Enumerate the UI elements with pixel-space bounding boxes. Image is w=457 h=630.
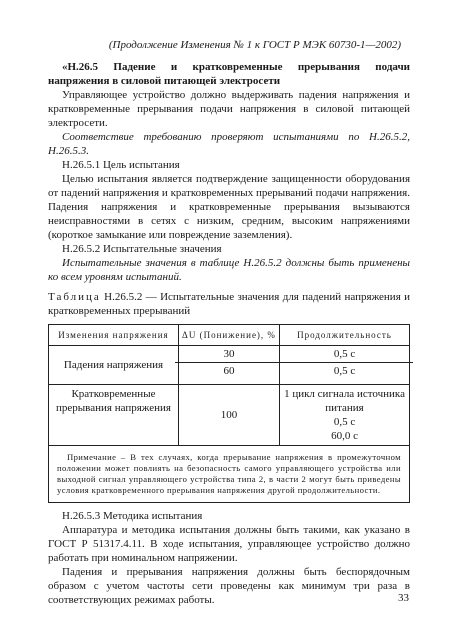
paragraph-2: Соответствие требованию проверяют испытаниями по Н.26.5.2, Н.26.5.3. — [48, 131, 410, 157]
table-note-row — [49, 446, 410, 503]
row2-du: 100 — [178, 385, 279, 446]
row1-du-1: 30 — [175, 346, 283, 363]
table-caption — [48, 290, 410, 318]
row2-label: Кратковременные прерывания напряжения — [49, 385, 179, 446]
page-header: (Продолжение Изменения № 1 к ГОСТ Р МЭК 60730-1—2002) — [108, 39, 401, 51]
table-caption-text: Н.26.5.2 — Испытательные значения для падений напряжения и кратковременных прерываний — [48, 291, 410, 317]
document-body — [48, 60, 410, 607]
paragraph-4: Целью испытания является подтверждение защищенности оборудования от падений напряжения и кратковременных прерываний подачи напряжения. Падения напряжения и кратковременные прерывания вызываются неисправностями в сетях с низким, средним, высоким напряжениями (короткое замыкание или повреждение заземления). — [48, 173, 410, 241]
table-header-row — [49, 325, 410, 346]
paragraph-8: Аппаратура и методика испытания должны быть такими, как указано в ГОСТ Р 51317.4.11. В ходе испытания, управляющее устройство должно работать при номинальном напряжении. — [48, 524, 410, 564]
table-row — [49, 385, 410, 446]
row1-du — [178, 346, 279, 385]
paragraph-6: Испытательные значения в таблице Н.26.5.2 должны быть применены ко всем уровням испытаний. — [48, 257, 410, 283]
table-row — [49, 346, 410, 385]
row2-dur — [280, 385, 410, 446]
paragraph-1: Управляющее устройство должно выдерживать падения напряжения и кратковременные прерывания подачи напряжения в силовой питающей электросети. — [48, 89, 410, 129]
page-number: 33 — [398, 592, 409, 604]
row2-dur-1: 1 цикл сигнала источника питания — [284, 388, 405, 414]
test-values-table — [48, 324, 410, 503]
row1-dur — [280, 346, 410, 385]
row2-dur-3: 60,0 с — [331, 430, 358, 442]
paragraph-3: Н.26.5.1 Цель испытания — [62, 159, 180, 171]
paragraph-9: Падения и прерывания напряжения должны быть беспорядочным образом с учетом частоты сети проведены как минимум три раза в соответствующих режимах работы. — [48, 566, 410, 606]
table-note: Примечание – В тех случаях, когда прерывание напряжения в промежуточном положении может повлиять на безопасность самого управляющего устройства или выходной сигнал управляющего устройства типа 2, в части 2 могут быть приведены условия кратковременного прерывания напряжения другой продолжительности. — [49, 446, 410, 503]
section-title: «Н.26.5 Падение и кратковременные прерывания подачи напряжения в силовой питающей электросети — [48, 61, 410, 87]
paragraph-5: Н.26.5.2 Испытательные значения — [62, 243, 222, 255]
row1-du-2: 60 — [223, 365, 235, 377]
col-header-delta: ΔU (Понижение), % — [178, 325, 279, 346]
row1-label: Падения напряжения — [49, 346, 179, 385]
col-header-change: Изменения напряжения — [49, 325, 179, 346]
row2-dur-2: 0,5 с — [333, 416, 356, 428]
row1-dur-2: 0,5 с — [333, 365, 356, 377]
table-caption-word: Таблица — [48, 291, 101, 303]
paragraph-7: Н.26.5.3 Методика испытания — [62, 510, 203, 522]
col-header-duration: Продолжительность — [280, 325, 410, 346]
row1-dur-1: 0,5 с — [276, 346, 413, 363]
